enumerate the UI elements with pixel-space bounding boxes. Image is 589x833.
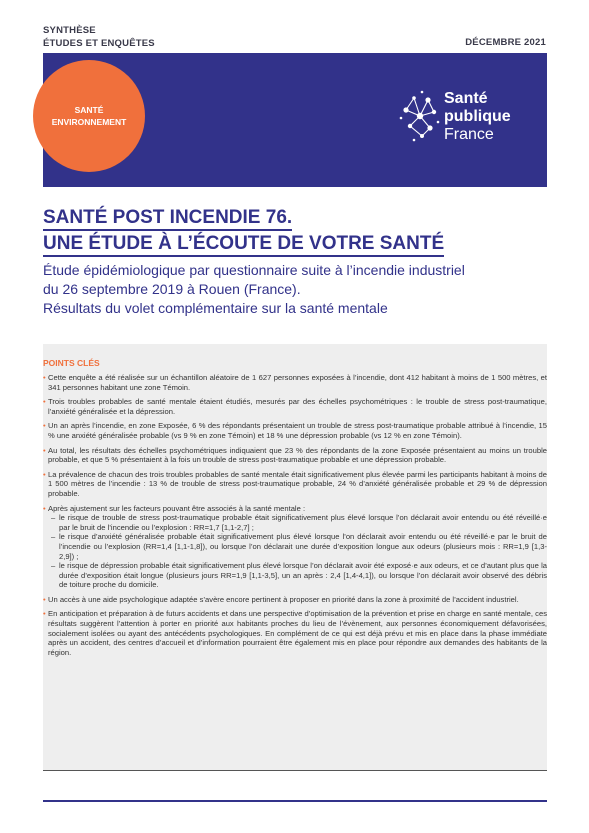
logo-wordmark (444, 90, 511, 144)
key-point: • Au total, les résultats des échelles psychométriques indiquaient que 23 % des répondants de la zone Exposée présentaient au moins un trouble probable, et que 5 % présentaient à la fois un trouble de stress post-traumatique probable et une dépression probable. (43, 446, 547, 465)
key-point-sub: – le risque de trouble de stress post-traumatique probable était significativement plus élevé lorsque l’on déclarait avoir entendu ou été réveillé·e par le bruit de l’incendie ou l’explosion : RR=1,7 [1,1-2,7] ; (51, 513, 547, 532)
logo-line3: France (444, 126, 494, 143)
theme-line2: ENVIRONNEMENT (51, 117, 127, 127)
key-points-heading: POINTS CLÉS (43, 358, 100, 368)
key-point-adjustment-intro: • Après ajustement sur les facteurs pouvant être associés à la santé mentale : (48, 503, 306, 513)
theme-line1: SANTÉ (74, 105, 104, 115)
subtitle-line3: Résultats du volet complémentaire sur la santé mentale (43, 300, 388, 316)
title-line1: SANTÉ POST INCENDIE 76. (43, 207, 292, 231)
page-title (43, 205, 444, 257)
key-point: • Un an après l’incendie, en zone Exposée, 6 % des répondants présentaient un trouble de stress post-traumatique probable attribué à l’incendie, 15 % une anxiété généralisée probable (vs 9 % en zone Témoin) et 18 % une dépression probable (vs 12 % en zone Témoin). (43, 421, 547, 440)
key-point-adjustment (43, 504, 547, 590)
key-point: • La prévalence de chacun des trois troubles probables de santé mentale était significativement plus élevée parmi les participants habitant à moins de 1 500 mètres de l’incendie : 13 % de trouble de stress post-traumatique probable, 24 % d’anxiété généralisée probable et 29 % de dépression probable. (43, 470, 547, 499)
logo-line2: publique (444, 108, 511, 125)
sante-publique-france-logo (398, 86, 538, 156)
page-subtitle (43, 261, 553, 318)
key-point: • En anticipation et préparation à de futurs accidents et dans une perspective d’optimisation de la prévention et prise en charge en santé mentale, ces résultats suggèrent l’attention à porter en priorité aux habitants proches du lieu de l’évènement, aux personnes économiquement défavorisées, socialement isolées ou ayant des antécédents psychologiques. En complément de ce qui est déjà prévu et mis en place dans la phase immédiate après un accident, des centres d’accueil et d’information pourraient être également mis en place pour répondre aux demandes des habitants de la région. (43, 609, 547, 657)
key-point: • Cette enquête a été réalisée sur un échantillon aléatoire de 1 627 personnes exposées à l’incendie, dont 412 habitant à moins de 1 500 mètres, et 341 personnes habitant une zone Témoin. (43, 373, 547, 392)
title-line2: UNE ÉTUDE À L’ÉCOUTE DE VOTRE SANTÉ (43, 233, 444, 257)
molecule-logo-icon (398, 86, 442, 146)
key-points-panel (43, 344, 547, 771)
doc-type-line2: ÉTUDES ET ENQUÊTES (43, 38, 155, 49)
key-point: • Trois troubles probables de santé mentale étaient étudiés, mesurés par des échelles psychométriques : le trouble de stress post-traumatique, l’anxiété généralisée et la dépression. (43, 397, 547, 416)
key-points-list (43, 373, 547, 662)
logo-line1: Santé (444, 90, 488, 107)
theme-badge (33, 60, 145, 172)
footer-divider (43, 800, 547, 802)
document-type (43, 24, 155, 50)
subtitle-line1: Étude épidémiologique par questionnaire suite à l’incendie industriel (43, 262, 465, 278)
key-point-sub: – le risque d’anxiété généralisée probable était significativement plus élevé lorsque l’on déclarait avoir entendu ou été réveillé·e par le bruit de l’incendie ou l’explosion (RR=1,4 [1,1-1,8]), ou lorsque l’on déclarait une durée d’exposition longue aux odeurs (plusieurs mois : RR=1,9 [1,3-2,9]) ; (51, 532, 547, 561)
key-point: • Un accès à une aide psychologique adaptée s’avère encore pertinent à proposer en priorité dans la zone à proximité de l’accident industriel. (43, 595, 547, 605)
subtitle-line2: du 26 septembre 2019 à Rouen (France). (43, 281, 301, 297)
publication-date: DÉCEMBRE 2021 (465, 37, 546, 48)
doc-type-line1: SYNTHÈSE (43, 25, 96, 36)
key-point-sub: – le risque de dépression probable était significativement plus élevé lorsque l’on déclarait avoir été exposé·e aux odeurs, et ce d’autant plus que la durée d’exposition était longue (plusieurs jours RR=1,9 [1,1-3,5], un an après : 2,4 [1,4-4,1]), ou lorsque l’on déclarait avoir observé des débris de toiture proche du domicile. (51, 561, 547, 590)
